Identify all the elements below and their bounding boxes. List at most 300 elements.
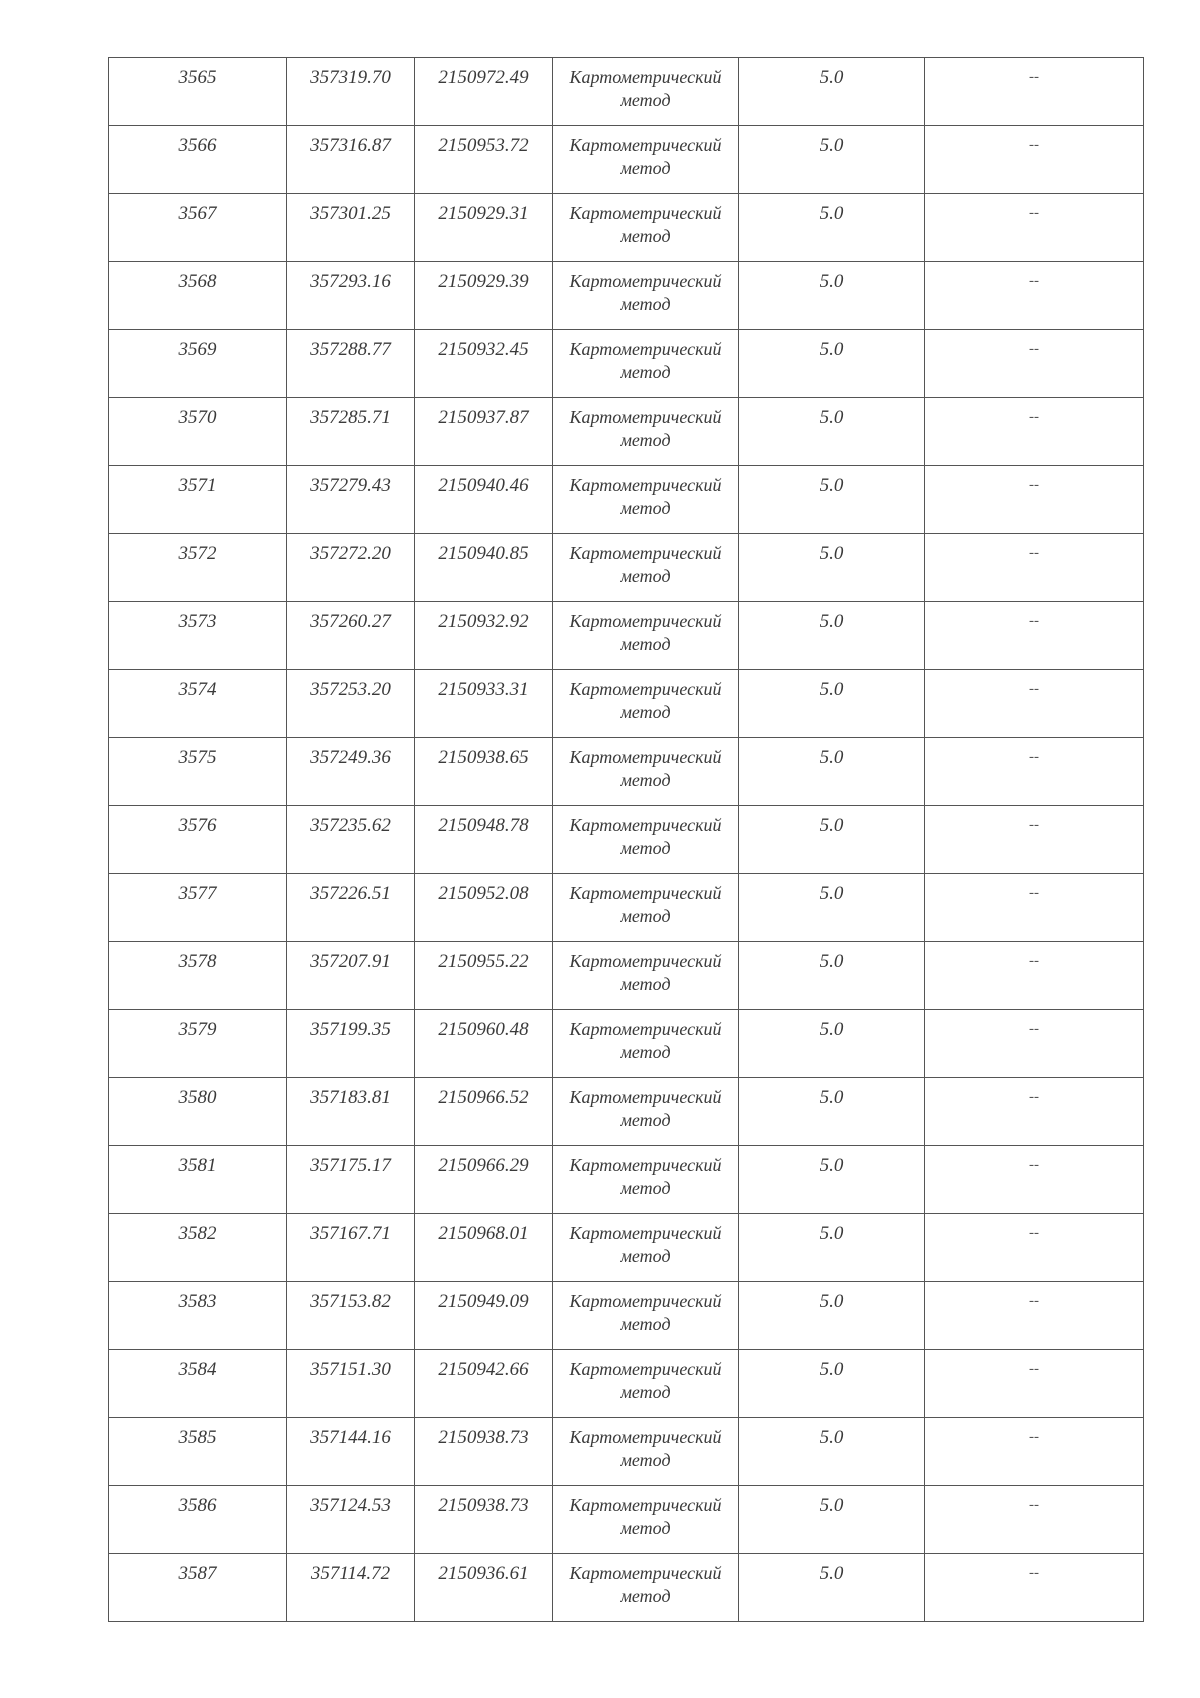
method-cell	[553, 942, 739, 1010]
x-coordinate-text: 357272.20	[310, 543, 391, 564]
table-body	[109, 58, 1144, 1622]
method-cell	[553, 1078, 739, 1146]
y-coordinate-text: 2150949.09	[438, 1291, 529, 1312]
accuracy-text: 5.0	[819, 611, 844, 632]
accuracy-cell	[739, 738, 925, 806]
x-coordinate-cell	[287, 1486, 415, 1554]
x-coordinate-text: 357249.36	[310, 747, 391, 768]
point-number-cell	[109, 602, 287, 670]
table-row	[109, 330, 1144, 398]
point-number-text: 3578	[178, 951, 217, 972]
accuracy-cell	[739, 1010, 925, 1078]
method-cell	[553, 330, 739, 398]
x-coordinate-text: 357207.91	[310, 951, 391, 972]
note-text: --	[1029, 477, 1039, 493]
method-cell	[553, 398, 739, 466]
x-coordinate-text: 357124.53	[310, 1495, 391, 1516]
table-row	[109, 670, 1144, 738]
x-coordinate-cell	[287, 262, 415, 330]
point-number-text: 3566	[178, 135, 217, 156]
table-row	[109, 1214, 1144, 1282]
table-row	[109, 262, 1144, 330]
accuracy-text: 5.0	[819, 747, 844, 768]
table-row	[109, 194, 1144, 262]
x-coordinate-text: 357279.43	[310, 475, 391, 496]
point-number-text: 3584	[178, 1359, 217, 1380]
x-coordinate-text: 357316.87	[310, 135, 391, 156]
method-text: Картометрический метод	[569, 1223, 722, 1266]
x-coordinate-cell	[287, 466, 415, 534]
y-coordinate-cell	[415, 1350, 553, 1418]
point-number-cell	[109, 1146, 287, 1214]
accuracy-text: 5.0	[819, 1495, 844, 1516]
note-cell	[925, 262, 1144, 330]
note-cell	[925, 602, 1144, 670]
point-number-cell	[109, 398, 287, 466]
note-text: --	[1029, 137, 1039, 153]
point-number-text: 3572	[178, 543, 217, 564]
point-number-cell	[109, 1282, 287, 1350]
accuracy-cell	[739, 1486, 925, 1554]
method-cell	[553, 1418, 739, 1486]
point-number-cell	[109, 58, 287, 126]
note-cell	[925, 806, 1144, 874]
accuracy-cell	[739, 670, 925, 738]
y-coordinate-text: 2150942.66	[438, 1359, 529, 1380]
method-cell	[553, 1554, 739, 1622]
accuracy-cell	[739, 1214, 925, 1282]
x-coordinate-text: 357253.20	[310, 679, 391, 700]
method-text: Картометрический метод	[569, 1427, 722, 1470]
y-coordinate-text: 2150933.31	[438, 679, 529, 700]
method-text: Картометрический метод	[569, 339, 722, 382]
x-coordinate-text: 357175.17	[310, 1155, 391, 1176]
note-cell	[925, 942, 1144, 1010]
accuracy-text: 5.0	[819, 1019, 844, 1040]
table-row	[109, 398, 1144, 466]
y-coordinate-text: 2150940.85	[438, 543, 529, 564]
y-coordinate-text: 2150938.73	[438, 1427, 529, 1448]
y-coordinate-cell	[415, 670, 553, 738]
x-coordinate-cell	[287, 874, 415, 942]
x-coordinate-text: 357144.16	[310, 1427, 391, 1448]
point-number-text: 3581	[178, 1155, 217, 1176]
accuracy-text: 5.0	[819, 475, 844, 496]
y-coordinate-text: 2150932.45	[438, 339, 529, 360]
method-text: Картометрический метод	[569, 271, 722, 314]
method-text: Картометрический метод	[569, 475, 722, 518]
y-coordinate-text: 2150966.52	[438, 1087, 529, 1108]
point-number-text: 3585	[178, 1427, 217, 1448]
method-cell	[553, 874, 739, 942]
y-coordinate-cell	[415, 126, 553, 194]
y-coordinate-cell	[415, 874, 553, 942]
x-coordinate-cell	[287, 602, 415, 670]
y-coordinate-text: 2150960.48	[438, 1019, 529, 1040]
accuracy-text: 5.0	[819, 951, 844, 972]
point-number-text: 3580	[178, 1087, 217, 1108]
x-coordinate-text: 357167.71	[310, 1223, 391, 1244]
method-text: Картометрический метод	[569, 1087, 722, 1130]
note-text: --	[1029, 1225, 1039, 1241]
accuracy-text: 5.0	[819, 815, 844, 836]
point-number-cell	[109, 466, 287, 534]
point-number-text: 3575	[178, 747, 217, 768]
y-coordinate-text: 2150938.65	[438, 747, 529, 768]
x-coordinate-cell	[287, 1282, 415, 1350]
method-text: Картометрический метод	[569, 1563, 722, 1606]
table-row	[109, 534, 1144, 602]
method-cell	[553, 262, 739, 330]
note-text: --	[1029, 341, 1039, 357]
accuracy-cell	[739, 602, 925, 670]
x-coordinate-cell	[287, 1010, 415, 1078]
point-number-text: 3582	[178, 1223, 217, 1244]
point-number-cell	[109, 670, 287, 738]
y-coordinate-cell	[415, 1282, 553, 1350]
note-text: --	[1029, 69, 1039, 85]
y-coordinate-text: 2150937.87	[438, 407, 529, 428]
note-text: --	[1029, 1157, 1039, 1173]
method-text: Картометрический метод	[569, 543, 722, 586]
accuracy-text: 5.0	[819, 1427, 844, 1448]
x-coordinate-cell	[287, 1146, 415, 1214]
y-coordinate-cell	[415, 1554, 553, 1622]
y-coordinate-text: 2150932.92	[438, 611, 529, 632]
point-number-text: 3570	[178, 407, 217, 428]
accuracy-text: 5.0	[819, 67, 844, 88]
y-coordinate-text: 2150968.01	[438, 1223, 529, 1244]
method-cell	[553, 58, 739, 126]
note-cell	[925, 126, 1144, 194]
note-text: --	[1029, 1429, 1039, 1445]
method-cell	[553, 806, 739, 874]
method-text: Картометрический метод	[569, 1359, 722, 1402]
method-text: Картометрический метод	[569, 135, 722, 178]
method-cell	[553, 738, 739, 806]
x-coordinate-cell	[287, 194, 415, 262]
point-number-cell	[109, 874, 287, 942]
x-coordinate-cell	[287, 738, 415, 806]
accuracy-text: 5.0	[819, 883, 844, 904]
accuracy-cell	[739, 1350, 925, 1418]
point-number-cell	[109, 942, 287, 1010]
table-row	[109, 602, 1144, 670]
y-coordinate-cell	[415, 738, 553, 806]
point-number-text: 3568	[178, 271, 217, 292]
x-coordinate-text: 357288.77	[310, 339, 391, 360]
y-coordinate-text: 2150948.78	[438, 815, 529, 836]
method-text: Картометрический метод	[569, 1495, 722, 1538]
note-text: --	[1029, 749, 1039, 765]
accuracy-text: 5.0	[819, 339, 844, 360]
y-coordinate-cell	[415, 262, 553, 330]
y-coordinate-text: 2150952.08	[438, 883, 529, 904]
point-number-cell	[109, 534, 287, 602]
note-text: --	[1029, 817, 1039, 833]
method-text: Картометрический метод	[569, 1291, 722, 1334]
x-coordinate-cell	[287, 1418, 415, 1486]
point-number-cell	[109, 1010, 287, 1078]
y-coordinate-text: 2150929.31	[438, 203, 529, 224]
note-cell	[925, 534, 1144, 602]
accuracy-text: 5.0	[819, 543, 844, 564]
x-coordinate-cell	[287, 330, 415, 398]
table-row	[109, 1078, 1144, 1146]
accuracy-text: 5.0	[819, 1563, 844, 1584]
y-coordinate-cell	[415, 1418, 553, 1486]
accuracy-cell	[739, 534, 925, 602]
y-coordinate-cell	[415, 58, 553, 126]
method-text: Картометрический метод	[569, 1019, 722, 1062]
point-number-text: 3586	[178, 1495, 217, 1516]
x-coordinate-cell	[287, 1078, 415, 1146]
note-text: --	[1029, 205, 1039, 221]
x-coordinate-text: 357260.27	[310, 611, 391, 632]
y-coordinate-cell	[415, 398, 553, 466]
accuracy-cell	[739, 942, 925, 1010]
table-row	[109, 806, 1144, 874]
method-cell	[553, 466, 739, 534]
table-row	[109, 1282, 1144, 1350]
method-text: Картометрический метод	[569, 951, 722, 994]
method-cell	[553, 1282, 739, 1350]
x-coordinate-text: 357301.25	[310, 203, 391, 224]
accuracy-cell	[739, 194, 925, 262]
method-text: Картометрический метод	[569, 611, 722, 654]
x-coordinate-cell	[287, 806, 415, 874]
x-coordinate-text: 357183.81	[310, 1087, 391, 1108]
accuracy-text: 5.0	[819, 1291, 844, 1312]
accuracy-cell	[739, 806, 925, 874]
note-cell	[925, 738, 1144, 806]
point-number-cell	[109, 194, 287, 262]
x-coordinate-text: 357285.71	[310, 407, 391, 428]
y-coordinate-cell	[415, 1010, 553, 1078]
accuracy-cell	[739, 874, 925, 942]
point-number-text: 3587	[178, 1563, 217, 1584]
x-coordinate-text: 357319.70	[310, 67, 391, 88]
note-text: --	[1029, 1021, 1039, 1037]
point-number-text: 3569	[178, 339, 217, 360]
y-coordinate-cell	[415, 1214, 553, 1282]
note-cell	[925, 670, 1144, 738]
note-cell	[925, 1214, 1144, 1282]
y-coordinate-text: 2150938.73	[438, 1495, 529, 1516]
note-cell	[925, 1486, 1144, 1554]
point-number-cell	[109, 806, 287, 874]
x-coordinate-cell	[287, 1554, 415, 1622]
note-text: --	[1029, 545, 1039, 561]
x-coordinate-cell	[287, 1350, 415, 1418]
table-row	[109, 738, 1144, 806]
note-text: --	[1029, 885, 1039, 901]
point-number-cell	[109, 126, 287, 194]
point-number-text: 3574	[178, 679, 217, 700]
x-coordinate-text: 357199.35	[310, 1019, 391, 1040]
x-coordinate-text: 357235.62	[310, 815, 391, 836]
accuracy-text: 5.0	[819, 203, 844, 224]
note-text: --	[1029, 1293, 1039, 1309]
x-coordinate-cell	[287, 1214, 415, 1282]
x-coordinate-text: 357226.51	[310, 883, 391, 904]
method-text: Картометрический метод	[569, 815, 722, 858]
accuracy-text: 5.0	[819, 135, 844, 156]
method-cell	[553, 1350, 739, 1418]
method-text: Картометрический метод	[569, 1155, 722, 1198]
point-number-text: 3567	[178, 203, 217, 224]
note-cell	[925, 1554, 1144, 1622]
note-cell	[925, 1350, 1144, 1418]
accuracy-text: 5.0	[819, 1155, 844, 1176]
note-cell	[925, 874, 1144, 942]
y-coordinate-cell	[415, 806, 553, 874]
method-cell	[553, 1010, 739, 1078]
point-number-cell	[109, 1078, 287, 1146]
note-cell	[925, 1418, 1144, 1486]
point-number-cell	[109, 738, 287, 806]
point-number-text: 3573	[178, 611, 217, 632]
y-coordinate-cell	[415, 1146, 553, 1214]
y-coordinate-text: 2150940.46	[438, 475, 529, 496]
table-row	[109, 1554, 1144, 1622]
method-cell	[553, 194, 739, 262]
accuracy-text: 5.0	[819, 271, 844, 292]
y-coordinate-text: 2150972.49	[438, 67, 529, 88]
x-coordinate-cell	[287, 126, 415, 194]
method-text: Картометрический метод	[569, 67, 722, 110]
table-row	[109, 1010, 1144, 1078]
y-coordinate-text: 2150955.22	[438, 951, 529, 972]
table-row	[109, 126, 1144, 194]
accuracy-cell	[739, 262, 925, 330]
method-cell	[553, 1146, 739, 1214]
x-coordinate-cell	[287, 670, 415, 738]
table-row	[109, 942, 1144, 1010]
x-coordinate-cell	[287, 942, 415, 1010]
accuracy-cell	[739, 126, 925, 194]
note-text: --	[1029, 613, 1039, 629]
table-row	[109, 466, 1144, 534]
x-coordinate-text: 357114.72	[310, 1563, 391, 1584]
y-coordinate-text: 2150936.61	[438, 1563, 529, 1584]
x-coordinate-text: 357293.16	[310, 271, 391, 292]
method-cell	[553, 534, 739, 602]
point-number-text: 3583	[178, 1291, 217, 1312]
y-coordinate-text: 2150929.39	[438, 271, 529, 292]
x-coordinate-cell	[287, 58, 415, 126]
point-number-text: 3579	[178, 1019, 217, 1040]
method-text: Картометрический метод	[569, 883, 722, 926]
note-cell	[925, 398, 1144, 466]
y-coordinate-cell	[415, 466, 553, 534]
accuracy-text: 5.0	[819, 1087, 844, 1108]
point-number-cell	[109, 262, 287, 330]
accuracy-cell	[739, 58, 925, 126]
table-row	[109, 58, 1144, 126]
accuracy-text: 5.0	[819, 1359, 844, 1380]
method-cell	[553, 1214, 739, 1282]
coordinates-table	[108, 57, 1144, 1622]
note-cell	[925, 1078, 1144, 1146]
accuracy-cell	[739, 1554, 925, 1622]
point-number-text: 3577	[178, 883, 217, 904]
accuracy-text: 5.0	[819, 679, 844, 700]
table-row	[109, 1350, 1144, 1418]
accuracy-cell	[739, 1078, 925, 1146]
y-coordinate-cell	[415, 1078, 553, 1146]
y-coordinate-cell	[415, 1486, 553, 1554]
point-number-cell	[109, 1554, 287, 1622]
table-row	[109, 874, 1144, 942]
method-cell	[553, 126, 739, 194]
y-coordinate-cell	[415, 534, 553, 602]
table-row	[109, 1146, 1144, 1214]
accuracy-text: 5.0	[819, 1223, 844, 1244]
accuracy-text: 5.0	[819, 407, 844, 428]
note-text: --	[1029, 409, 1039, 425]
note-cell	[925, 1282, 1144, 1350]
accuracy-cell	[739, 398, 925, 466]
note-text: --	[1029, 953, 1039, 969]
method-text: Картометрический метод	[569, 679, 722, 722]
note-cell	[925, 330, 1144, 398]
point-number-cell	[109, 1418, 287, 1486]
y-coordinate-cell	[415, 942, 553, 1010]
y-coordinate-cell	[415, 602, 553, 670]
point-number-text: 3571	[178, 475, 217, 496]
x-coordinate-text: 357151.30	[310, 1359, 391, 1380]
note-text: --	[1029, 681, 1039, 697]
note-cell	[925, 58, 1144, 126]
note-text: --	[1029, 1497, 1039, 1513]
y-coordinate-text: 2150966.29	[438, 1155, 529, 1176]
method-text: Картометрический метод	[569, 747, 722, 790]
x-coordinate-cell	[287, 398, 415, 466]
method-cell	[553, 602, 739, 670]
note-text: --	[1029, 1565, 1039, 1581]
point-number-cell	[109, 1214, 287, 1282]
point-number-cell	[109, 1486, 287, 1554]
note-text: --	[1029, 1089, 1039, 1105]
method-text: Картометрический метод	[569, 407, 722, 450]
note-cell	[925, 194, 1144, 262]
point-number-cell	[109, 1350, 287, 1418]
y-coordinate-cell	[415, 330, 553, 398]
accuracy-cell	[739, 1418, 925, 1486]
table-row	[109, 1486, 1144, 1554]
x-coordinate-text: 357153.82	[310, 1291, 391, 1312]
accuracy-cell	[739, 1146, 925, 1214]
point-number-cell	[109, 330, 287, 398]
method-cell	[553, 1486, 739, 1554]
note-cell	[925, 466, 1144, 534]
method-text: Картометрический метод	[569, 203, 722, 246]
note-cell	[925, 1010, 1144, 1078]
table-row	[109, 1418, 1144, 1486]
x-coordinate-cell	[287, 534, 415, 602]
y-coordinate-text: 2150953.72	[438, 135, 529, 156]
y-coordinate-cell	[415, 194, 553, 262]
point-number-text: 3576	[178, 815, 217, 836]
accuracy-cell	[739, 1282, 925, 1350]
accuracy-cell	[739, 466, 925, 534]
point-number-text: 3565	[178, 67, 217, 88]
note-cell	[925, 1146, 1144, 1214]
method-cell	[553, 670, 739, 738]
note-text: --	[1029, 1361, 1039, 1377]
accuracy-cell	[739, 330, 925, 398]
